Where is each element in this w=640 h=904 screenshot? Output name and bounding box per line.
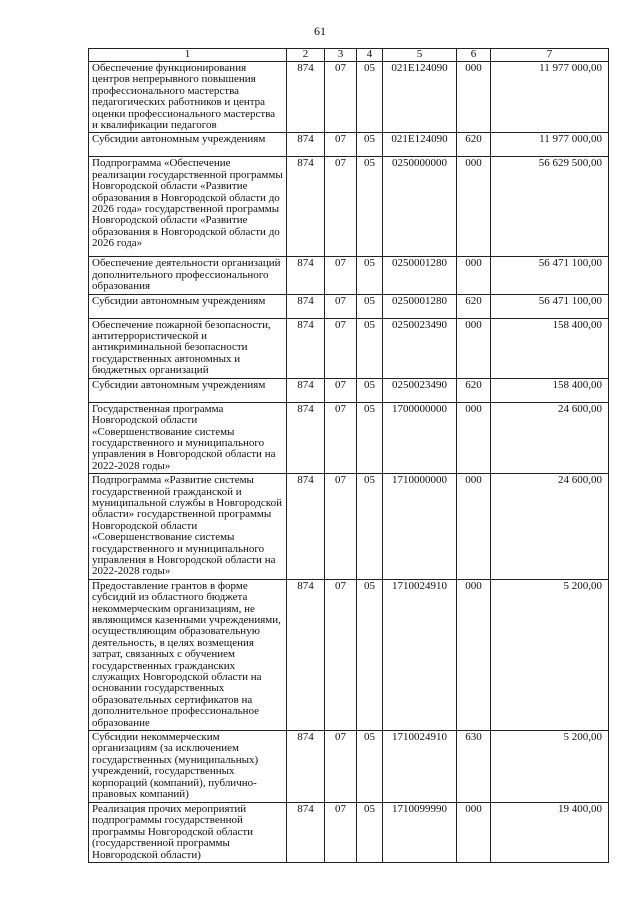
row-section: 07 (325, 579, 357, 730)
row-ministry-code: 874 (287, 257, 325, 294)
row-ministry-code: 874 (287, 402, 325, 473)
row-section: 07 (325, 803, 357, 863)
row-ministry-code: 874 (287, 157, 325, 257)
row-section: 07 (325, 62, 357, 133)
row-subsection: 05 (357, 803, 383, 863)
row-amount: 24 600,00 (491, 402, 609, 473)
header-col-2: 2 (287, 49, 325, 62)
row-expense-type: 620 (457, 294, 491, 318)
row-amount: 19 400,00 (491, 803, 609, 863)
row-subsection: 05 (357, 62, 383, 133)
row-target-article: 021Е124090 (383, 133, 457, 157)
row-name: Предоставление грантов в форме субсидий из областного бюджета некоммерческим организациям, не являющимся казенными учреждениями, осуществляющим образовательную деятельность, в целях возмещения затрат, связанных с обучением государственных гражданских служащих Новгородской области на основании государственных образовательных сертификатов на дополнительное профессиональное образование (89, 579, 287, 730)
row-target-article: 0250000000 (383, 157, 457, 257)
row-subsection: 05 (357, 731, 383, 803)
row-name: Обеспечение функционирования центров непрерывного повышения профессионального мастерства педагогических работников и центра оценки профессионального мастерства и квалификации педагогов (89, 62, 287, 133)
row-target-article: 1710099990 (383, 803, 457, 863)
header-col-1: 1 (89, 49, 287, 62)
row-name: Подпрограмма «Развитие системы государственной гражданской и муниципальной службы в Новгородской области» государственной программы Новгородской области «Совершенствование системы государственного и муниципального управления в Новгородской области на 2022-2028 годы» (89, 474, 287, 580)
table-row (89, 62, 609, 133)
row-name: Субсидии автономным учреждениям (89, 133, 287, 157)
row-amount: 11 977 000,00 (491, 62, 609, 133)
row-expense-type: 630 (457, 731, 491, 803)
row-section: 07 (325, 378, 357, 402)
row-name: Подпрограмма «Обеспечение реализации государственной программы Новгородской области «Развитие образования в Новгородской области до 2026 года» государственной программы Новгородской области «Развитие образования в Новгородской области до 2026 года» (89, 157, 287, 257)
table-header-row (89, 49, 609, 62)
row-expense-type: 000 (457, 257, 491, 294)
header-col-4: 4 (357, 49, 383, 62)
row-subsection: 05 (357, 133, 383, 157)
row-section: 07 (325, 731, 357, 803)
row-target-article: 1710000000 (383, 474, 457, 580)
row-subsection: 05 (357, 378, 383, 402)
row-name: Государственная программа Новгородской области «Совершенствование системы государственного и муниципального управления в Новгородской области на 2022-2028 годы» (89, 402, 287, 473)
row-amount: 56 471 100,00 (491, 294, 609, 318)
row-section: 07 (325, 474, 357, 580)
table-row (89, 157, 609, 257)
row-expense-type: 000 (457, 62, 491, 133)
row-target-article: 1710024910 (383, 579, 457, 730)
row-amount: 158 400,00 (491, 318, 609, 378)
row-section: 07 (325, 157, 357, 257)
row-expense-type: 000 (457, 402, 491, 473)
row-subsection: 05 (357, 474, 383, 580)
row-ministry-code: 874 (287, 579, 325, 730)
row-amount: 56 629 500,00 (491, 157, 609, 257)
row-section: 07 (325, 318, 357, 378)
row-ministry-code: 874 (287, 62, 325, 133)
row-section: 07 (325, 257, 357, 294)
row-target-article: 0250023490 (383, 318, 457, 378)
row-subsection: 05 (357, 318, 383, 378)
row-ministry-code: 874 (287, 318, 325, 378)
row-expense-type: 620 (457, 378, 491, 402)
table-row (89, 318, 609, 378)
row-amount: 24 600,00 (491, 474, 609, 580)
row-amount: 5 200,00 (491, 731, 609, 803)
header-col-6: 6 (457, 49, 491, 62)
row-expense-type: 620 (457, 133, 491, 157)
row-subsection: 05 (357, 579, 383, 730)
row-subsection: 05 (357, 402, 383, 473)
row-ministry-code: 874 (287, 378, 325, 402)
row-name: Субсидии автономным учреждениям (89, 294, 287, 318)
budget-table (88, 48, 609, 863)
row-ministry-code: 874 (287, 474, 325, 580)
table-row (89, 803, 609, 863)
header-col-5: 5 (383, 49, 457, 62)
row-ministry-code: 874 (287, 133, 325, 157)
row-expense-type: 000 (457, 157, 491, 257)
row-name: Субсидии некоммерческим организациям (за исключением государственных (муниципальных) учреждений, государственных корпораций (компаний), публично-правовых компаний) (89, 731, 287, 803)
row-expense-type: 000 (457, 318, 491, 378)
row-ministry-code: 874 (287, 803, 325, 863)
row-target-article: 021Е124090 (383, 62, 457, 133)
row-target-article: 0250001280 (383, 294, 457, 318)
table-row (89, 257, 609, 294)
table-row (89, 133, 609, 157)
table-row (89, 402, 609, 473)
header-col-7: 7 (491, 49, 609, 62)
row-ministry-code: 874 (287, 731, 325, 803)
row-target-article: 0250023490 (383, 378, 457, 402)
table-row (89, 474, 609, 580)
table-row (89, 294, 609, 318)
row-name: Обеспечение деятельности организаций дополнительного профессионального образования (89, 257, 287, 294)
table-row (89, 378, 609, 402)
row-target-article: 0250001280 (383, 257, 457, 294)
row-section: 07 (325, 133, 357, 157)
header-col-3: 3 (325, 49, 357, 62)
row-name: Субсидии автономным учреждениям (89, 378, 287, 402)
row-amount: 5 200,00 (491, 579, 609, 730)
row-amount: 11 977 000,00 (491, 133, 609, 157)
row-subsection: 05 (357, 157, 383, 257)
row-subsection: 05 (357, 257, 383, 294)
row-target-article: 1710024910 (383, 731, 457, 803)
page-number: 61 (314, 24, 326, 38)
row-section: 07 (325, 294, 357, 318)
row-expense-type: 000 (457, 579, 491, 730)
row-ministry-code: 874 (287, 294, 325, 318)
table-row (89, 731, 609, 803)
row-expense-type: 000 (457, 474, 491, 580)
row-amount: 56 471 100,00 (491, 257, 609, 294)
row-name: Реализация прочих мероприятий подпрограммы государственной программы Новгородской области (государственной программы Новгородской области) (89, 803, 287, 863)
row-section: 07 (325, 402, 357, 473)
row-target-article: 1700000000 (383, 402, 457, 473)
row-subsection: 05 (357, 294, 383, 318)
row-name: Обеспечение пожарной безопасности, антитеррористической и антикриминальной безопасности государственных автономных и бюджетных организаций (89, 318, 287, 378)
table-row (89, 579, 609, 730)
row-expense-type: 000 (457, 803, 491, 863)
row-amount: 158 400,00 (491, 378, 609, 402)
